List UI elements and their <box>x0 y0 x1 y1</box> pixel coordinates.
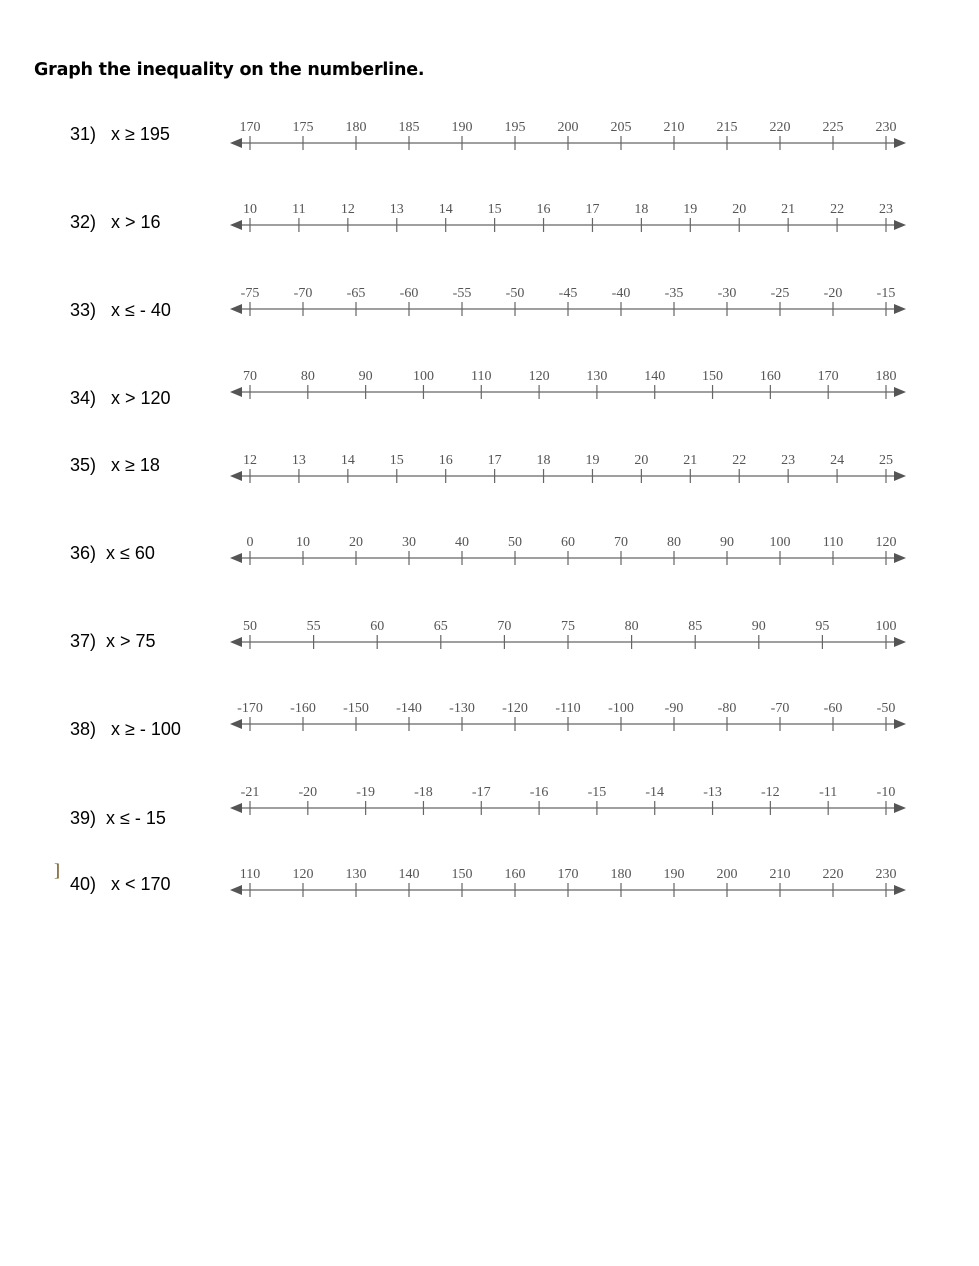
number-line[interactable] <box>226 283 910 329</box>
tick-label: 90 <box>720 535 734 550</box>
tick-label: -18 <box>414 785 433 800</box>
tick-label: 160 <box>504 867 526 882</box>
right-arrow-icon <box>894 304 906 314</box>
tick-label: 85 <box>688 619 703 634</box>
tick-label: -60 <box>823 701 843 716</box>
left-arrow-icon <box>230 637 242 647</box>
tick-label: 15 <box>389 453 404 468</box>
tick-label: 30 <box>402 535 416 550</box>
number-line[interactable] <box>226 450 910 496</box>
left-arrow-icon <box>230 885 242 895</box>
tick-label: -12 <box>761 785 780 800</box>
tick-label: 110 <box>471 369 492 384</box>
tick-label: 120 <box>528 369 550 384</box>
tick-label: 220 <box>822 867 844 882</box>
tick-label: -140 <box>396 701 422 716</box>
tick-label: 0 <box>246 535 254 550</box>
tick-label: -15 <box>587 785 607 800</box>
tick-label: 22 <box>830 202 845 217</box>
problem-label: 32) x > 16 <box>70 212 161 232</box>
tick-label: 190 <box>451 120 473 135</box>
tick-label: 21 <box>781 202 796 217</box>
tick-label: 90 <box>751 619 766 634</box>
right-arrow-icon <box>894 220 906 230</box>
left-arrow-icon <box>230 471 242 481</box>
number-line[interactable] <box>226 616 910 662</box>
tick-label: 195 <box>504 120 526 135</box>
tick-label: 150 <box>702 369 724 384</box>
tick-label: -13 <box>703 785 722 800</box>
tick-label: 205 <box>610 120 632 135</box>
tick-label: -25 <box>770 286 790 301</box>
tick-label: 23 <box>879 202 893 217</box>
number-line[interactable] <box>226 532 910 578</box>
tick-label: -21 <box>240 785 260 800</box>
tick-label: 230 <box>875 120 897 135</box>
tick-label: -17 <box>471 785 491 800</box>
tick-label: -11 <box>819 785 838 800</box>
tick-label: 70 <box>243 369 257 384</box>
tick-label: 230 <box>875 867 897 882</box>
tick-label: 55 <box>306 619 321 634</box>
left-arrow-icon <box>230 553 242 563</box>
problem-label: 36) x ≤ 60 <box>70 543 155 563</box>
tick-label: -40 <box>611 286 631 301</box>
tick-label: 16 <box>536 202 551 217</box>
problem-label: 33) x ≤ - 40 <box>70 300 171 320</box>
tick-label: 170 <box>239 120 261 135</box>
left-arrow-icon <box>230 803 242 813</box>
right-arrow-icon <box>894 138 906 148</box>
right-arrow-icon <box>894 387 906 397</box>
tick-label: 220 <box>769 120 791 135</box>
tick-label: 100 <box>769 535 791 550</box>
tick-label: -19 <box>356 785 375 800</box>
tick-label: 180 <box>345 120 367 135</box>
problem-label: 38) x ≥ - 100 <box>70 719 181 739</box>
tick-label: -80 <box>717 701 737 716</box>
tick-label: 110 <box>239 867 261 882</box>
tick-label: -65 <box>346 286 366 301</box>
tick-label: -50 <box>876 701 896 716</box>
tick-label: 140 <box>644 369 666 384</box>
tick-label: -14 <box>645 785 665 800</box>
left-arrow-icon <box>230 220 242 230</box>
tick-label: -90 <box>664 701 684 716</box>
tick-label: -35 <box>664 286 684 301</box>
tick-label: 17 <box>585 202 600 217</box>
left-arrow-icon <box>230 138 242 148</box>
tick-label: 13 <box>291 453 306 468</box>
page-title: Graph the inequality on the numberline. <box>34 60 425 80</box>
tick-label: 130 <box>345 867 367 882</box>
tick-label: 11 <box>292 202 306 217</box>
right-arrow-icon <box>894 885 906 895</box>
tick-label: -150 <box>343 701 369 716</box>
tick-label: 80 <box>624 619 639 634</box>
tick-label: 210 <box>769 867 791 882</box>
tick-label: -15 <box>876 286 896 301</box>
left-arrow-icon <box>230 304 242 314</box>
number-line[interactable] <box>226 199 910 245</box>
tick-label: -20 <box>298 785 318 800</box>
tick-label: 15 <box>487 202 502 217</box>
tick-label: 25 <box>879 453 893 468</box>
tick-label: 180 <box>610 867 632 882</box>
tick-label: -75 <box>240 286 260 301</box>
problem-label: 37) x > 75 <box>70 631 156 651</box>
tick-label: -50 <box>505 286 525 301</box>
problem-label: 31) x ≥ 195 <box>70 124 170 144</box>
tick-label: 14 <box>438 202 453 217</box>
tick-label: 70 <box>497 619 512 634</box>
left-arrow-icon <box>230 387 242 397</box>
tick-label: 120 <box>875 535 897 550</box>
tick-label: -170 <box>237 701 263 716</box>
tick-label: 18 <box>634 202 649 217</box>
number-line[interactable] <box>226 782 910 828</box>
right-arrow-icon <box>894 719 906 729</box>
tick-label: 12 <box>340 202 355 217</box>
tick-label: -70 <box>293 286 313 301</box>
tick-label: 60 <box>370 619 385 634</box>
problem-label: 40) x < 170 <box>70 874 171 894</box>
number-line[interactable] <box>226 366 910 412</box>
tick-label: 140 <box>398 867 420 882</box>
tick-label: 110 <box>822 535 844 550</box>
tick-label: 95 <box>815 619 830 634</box>
tick-label: 23 <box>781 453 796 468</box>
tick-label: -110 <box>555 701 581 716</box>
tick-label: 90 <box>358 369 373 384</box>
tick-label: 180 <box>875 369 897 384</box>
tick-label: -100 <box>608 701 634 716</box>
tick-label: 40 <box>455 535 469 550</box>
tick-label: 22 <box>732 453 747 468</box>
tick-label: 19 <box>683 202 698 217</box>
tick-label: 150 <box>451 867 473 882</box>
tick-label: 100 <box>875 619 897 634</box>
number-line[interactable] <box>226 864 910 910</box>
tick-label: -30 <box>717 286 737 301</box>
tick-label: 200 <box>557 120 579 135</box>
tick-label: 65 <box>433 619 448 634</box>
tick-label: -16 <box>529 785 549 800</box>
right-arrow-icon <box>894 803 906 813</box>
tick-label: 24 <box>830 453 845 468</box>
tick-label: 10 <box>243 202 257 217</box>
tick-label: -130 <box>449 701 475 716</box>
number-line[interactable] <box>226 698 910 744</box>
tick-label: 14 <box>340 453 355 468</box>
tick-label: 120 <box>292 867 314 882</box>
tick-label: 100 <box>412 369 434 384</box>
tick-label: -45 <box>558 286 578 301</box>
right-arrow-icon <box>894 471 906 481</box>
tick-label: 50 <box>508 535 522 550</box>
left-arrow-icon <box>230 719 242 729</box>
tick-label: 20 <box>634 453 649 468</box>
tick-label: 225 <box>822 120 844 135</box>
stray-bracket-mark: ] <box>54 860 60 880</box>
tick-label: 170 <box>817 369 839 384</box>
tick-label: -20 <box>823 286 843 301</box>
tick-label: -55 <box>452 286 472 301</box>
problem-label: 34) x > 120 <box>70 388 171 408</box>
tick-label: 60 <box>561 535 575 550</box>
problem-label: 35) x ≥ 18 <box>70 455 160 475</box>
tick-label: 12 <box>243 453 257 468</box>
tick-label: 80 <box>667 535 681 550</box>
tick-label: 21 <box>683 453 698 468</box>
tick-label: 185 <box>398 120 420 135</box>
tick-label: 175 <box>292 120 314 135</box>
tick-label: 215 <box>716 120 738 135</box>
tick-label: -120 <box>502 701 528 716</box>
right-arrow-icon <box>894 553 906 563</box>
tick-label: 20 <box>349 535 363 550</box>
tick-label: 75 <box>561 619 575 634</box>
problem-label: 39) x ≤ - 15 <box>70 808 166 828</box>
tick-label: 10 <box>296 535 310 550</box>
tick-label: 20 <box>732 202 747 217</box>
tick-label: 16 <box>438 453 453 468</box>
tick-label: 200 <box>716 867 738 882</box>
tick-label: -60 <box>399 286 419 301</box>
tick-label: 160 <box>759 369 781 384</box>
tick-label: 80 <box>300 369 315 384</box>
tick-label: 19 <box>585 453 600 468</box>
tick-label: -10 <box>876 785 896 800</box>
right-arrow-icon <box>894 637 906 647</box>
tick-label: 13 <box>389 202 404 217</box>
tick-label: 130 <box>586 369 608 384</box>
tick-label: -160 <box>290 701 316 716</box>
tick-label: 50 <box>243 619 257 634</box>
tick-label: 210 <box>663 120 685 135</box>
tick-label: 18 <box>536 453 551 468</box>
number-line[interactable] <box>226 117 910 163</box>
tick-label: 190 <box>663 867 685 882</box>
tick-label: 17 <box>487 453 502 468</box>
tick-label: -70 <box>770 701 790 716</box>
tick-label: 170 <box>557 867 579 882</box>
tick-label: 70 <box>614 535 628 550</box>
